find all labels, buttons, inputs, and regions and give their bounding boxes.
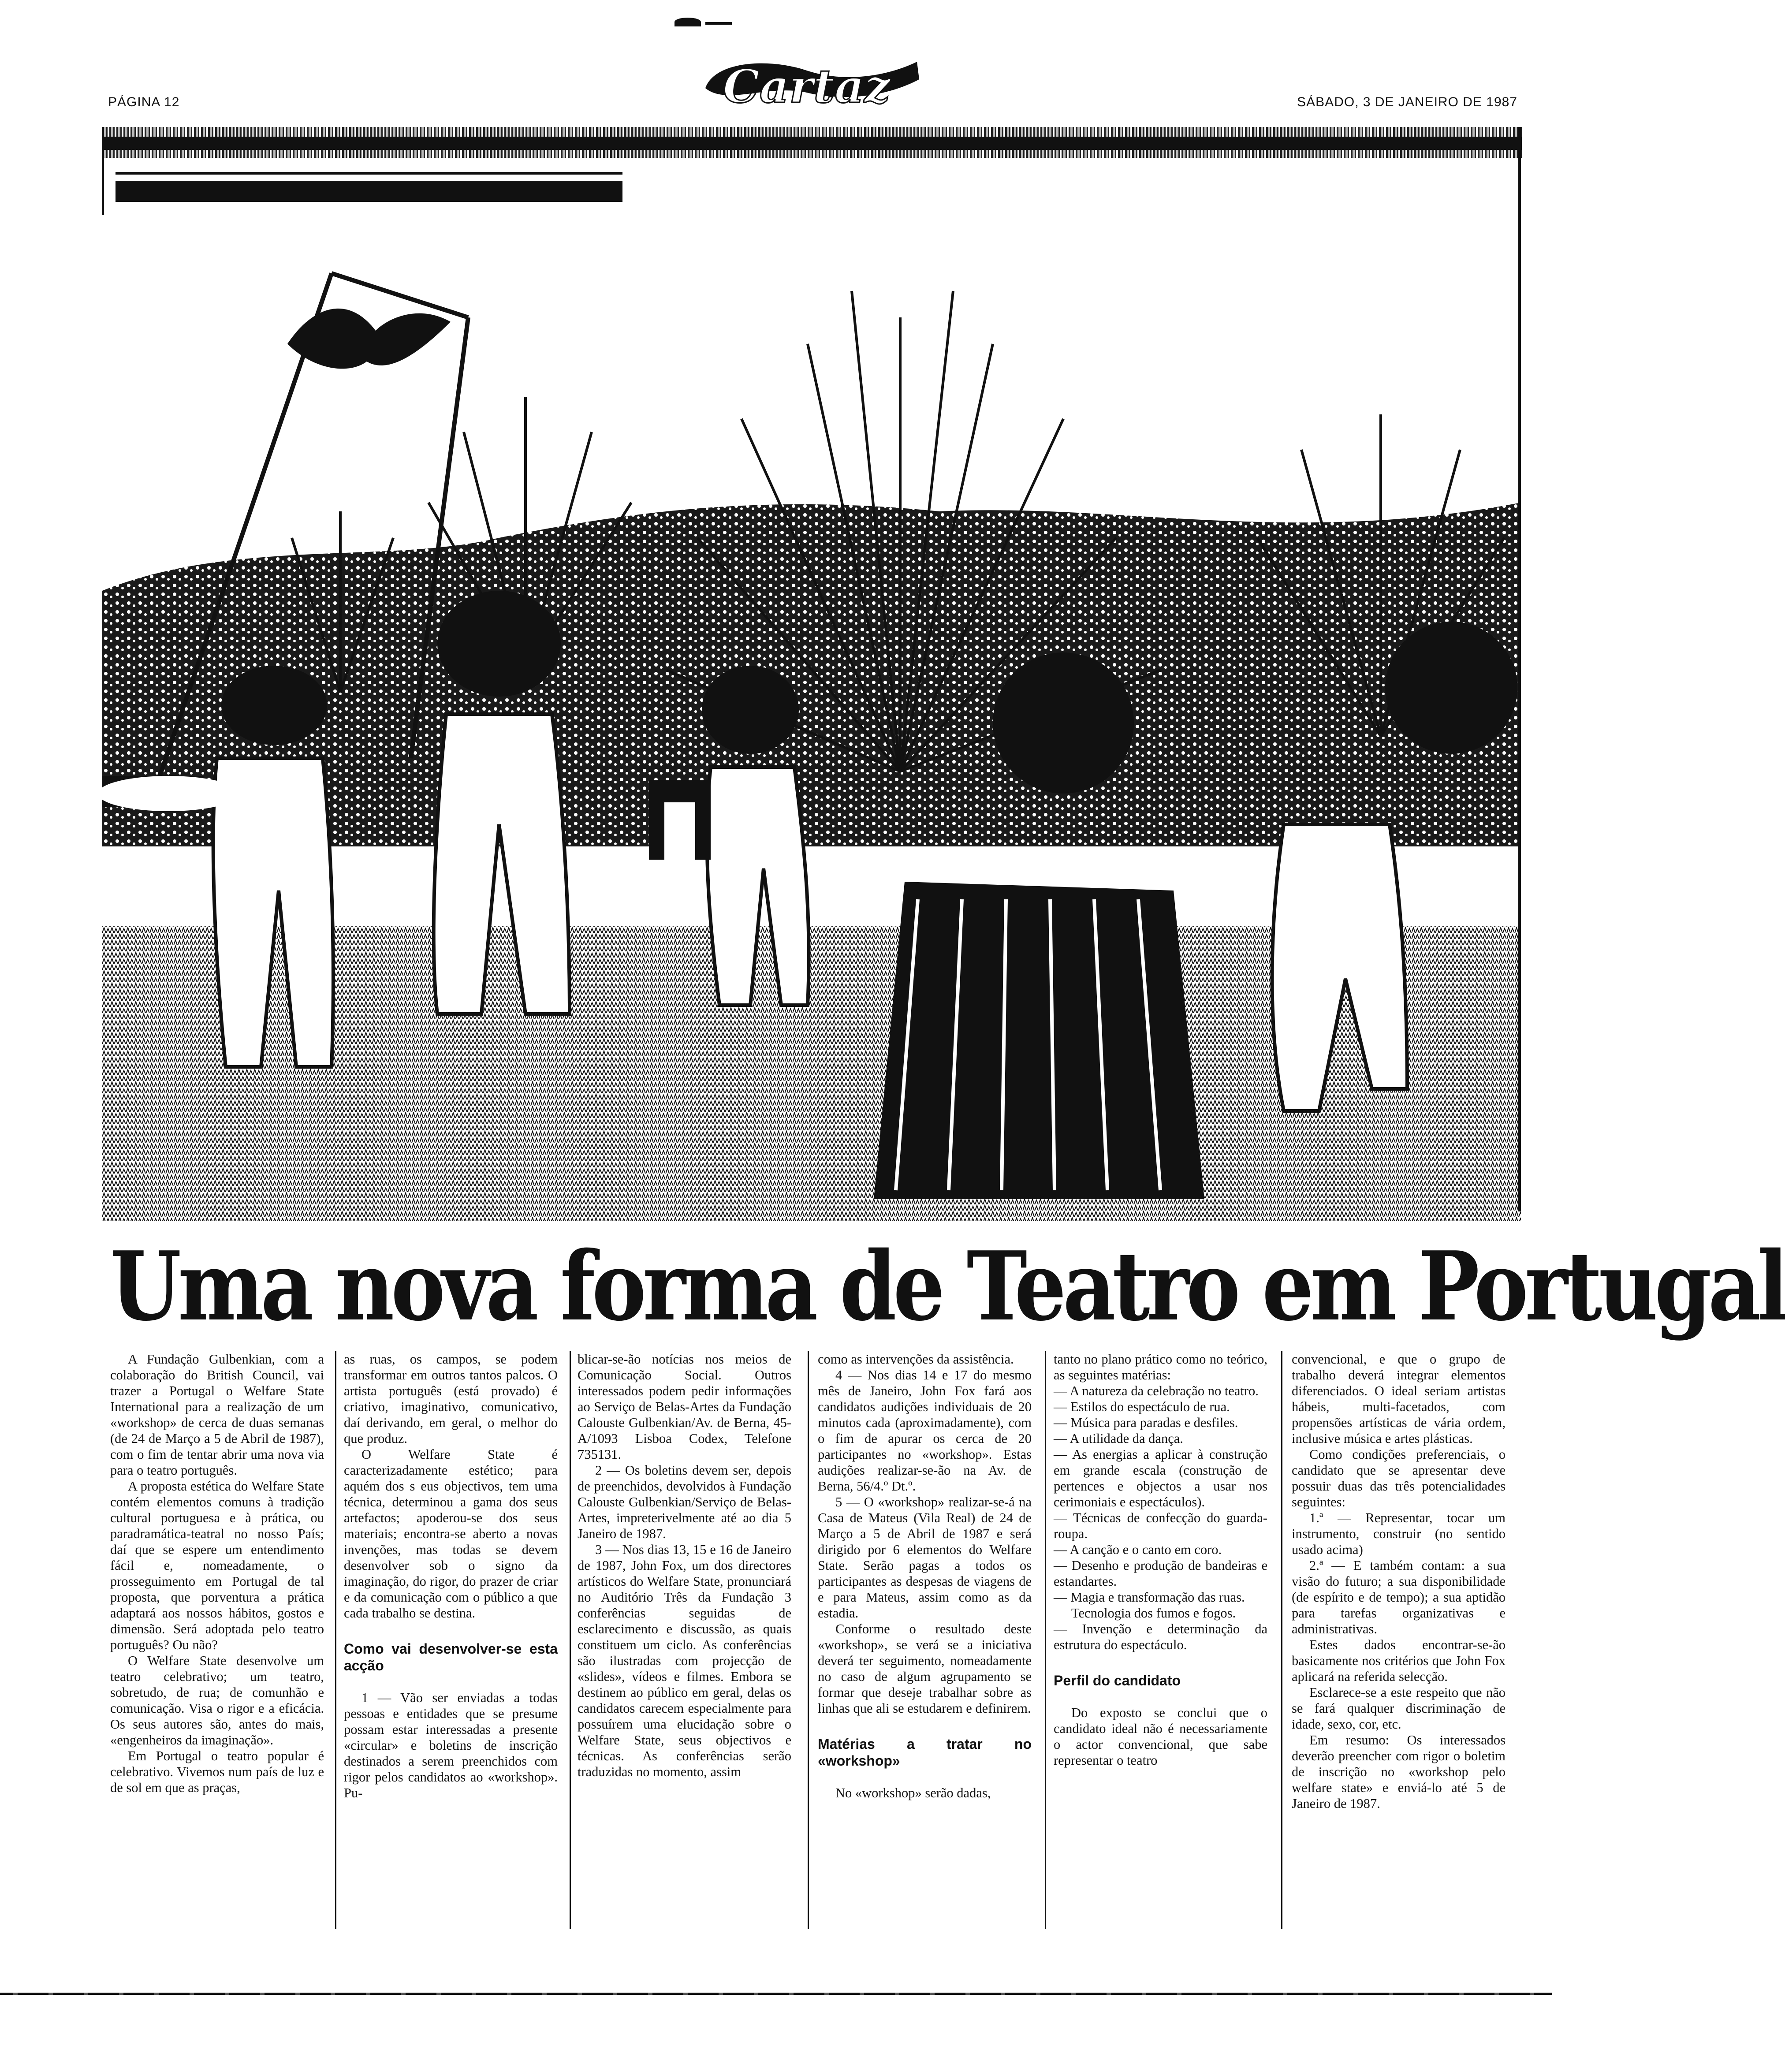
article-body: [110, 1351, 1517, 1977]
masthead-ornament: [674, 18, 701, 26]
article-paragraph: Do exposto se conclui que o candidato ideal não é necessariamente o actor convencional, que sabe representar o teatro: [1054, 1705, 1267, 1768]
section-heading: Como vai desenvolver-se esta acção: [344, 1641, 558, 1673]
article-paragraph: 4 — Nos dias 14 e 17 do mesmo mês de Janeiro, John Fox fará aos candidatos audições individuais de 20 minutos cada (aproximadamente), com o fim de apurar os cerca de 20 participantes no «workshop». Estas audições realizar-se-ão na Av. de Berna, 56/4.º Dt.º.: [818, 1368, 1032, 1494]
article-paragraph: Conforme o resultado deste «workshop», se verá se a iniciativa deverá ter seguimento, nomeadamente no caso de algum agrupamento se formar que deseje trabalhar sobre as linhas que ali se estudarem e definirem.: [818, 1621, 1032, 1716]
column-divider: [570, 1351, 571, 1929]
article-paragraph: — A canção e o canto em coro.: [1054, 1542, 1222, 1557]
article-paragraph: blicar-se-ão notícias nos meios de Comunicação Social. Outros interessados podem pedir informações ao Serviço de Belas-Artes da Fundação Calouste Gulbenkian/Av. de Berna, 45-A/1093 Lisboa Codex, Telefone 735131.: [578, 1352, 791, 1462]
black-bar: [116, 181, 622, 202]
article-column-6: [1292, 1351, 1506, 1811]
section-heading: Matérias a tratar no «workshop»: [818, 1736, 1032, 1769]
masthead-logo: [697, 53, 926, 119]
column-divider: [808, 1351, 809, 1929]
festival-dancers-photo: [102, 229, 1521, 1221]
article-paragraph: — Técnicas de confecção do guarda-roupa.: [1054, 1510, 1267, 1541]
article-column-2: [344, 1351, 558, 1801]
article-paragraph: 3 — Nos dias 13, 15 e 16 de Janeiro de 1987, John Fox, um dos directores artísticos do Welfare State, pronunciará no Auditório Três da Fundação 3 conferências seguidas de esclarecimento e discussão, as quais constituem um ciclo. As conferências são ilustradas com projecção de «slides», vídeos e filmes. Embora se destinem ao público em geral, delas os candidatos carecem especialmente para possuírem uma elucidação sobre o Welfare State, seus objectivos e técnicas. As conferências serão traduzidas no momento, assim: [578, 1542, 791, 1779]
article-paragraph: Tecnologia dos fumos e fogos.: [1071, 1606, 1236, 1621]
article-paragraph: Em resumo: Os interessados deverão preencher com rigor o boletim de inscrição no «workshop pelo welfare state» e enviá-lo até 5 de Janeiro de 1987.: [1292, 1733, 1506, 1811]
article-paragraph: A Fundação Gulbenkian, com a colaboração do British Council, vai trazer a Portugal o Welfare State International para a realização de um «workshop» de cerca de duas semanas (de 24 de Março a 5 de Abril de 1987), com o fim de tentar abrir uma nova via para o teatro português.: [110, 1352, 324, 1478]
thin-rule: [116, 172, 622, 175]
column-divider: [1045, 1351, 1046, 1929]
article-paragraph: convencional, e que o grupo de trabalho deverá integrar elementos diferenciados. O ideal seriam artistas hábeis, multi-facetados, com propensões artísticas de vária ordem, inclusive música e artes plásticas.: [1292, 1352, 1506, 1446]
article-paragraph: — Invenção e determinação da estrutura do espectáculo.: [1054, 1621, 1267, 1652]
article-paragraph: No «workshop» serão dadas,: [835, 1785, 991, 1800]
column-divider: [1281, 1351, 1282, 1929]
article-paragraph: — Música para paradas e desfiles.: [1054, 1415, 1238, 1430]
article-paragraph: tanto no plano prático como no teórico, as seguintes matérias:: [1054, 1352, 1267, 1383]
article-paragraph: — A natureza da celebração no teatro.: [1054, 1383, 1259, 1398]
article-paragraph: 5 — O «workshop» realizar-se-á na Casa de Mateus (Vila Real) de 24 de Março a 5 de Abril de 1987 e será dirigido por 6 elementos do Welfare State. Serão pagas a todos os participantes as despesas de viagens de e para Mateus, assim como as da estadia.: [818, 1494, 1032, 1621]
frame-right-rule: [1518, 127, 1521, 1211]
article-paragraph: — Desenho e produção de bandeiras e estandartes.: [1054, 1558, 1267, 1589]
article-paragraph: Em Portugal o teatro popular é celebrativo. Vivemos num país de luz e de sol em que as praças,: [110, 1748, 324, 1795]
article-paragraph: 2.ª — E também contam: a sua visão do futuro; a sua disponibilidade (de espírito e de tempo); a sua aptidão para tarefas organizativas e administrativas.: [1292, 1558, 1506, 1636]
article-column-5: [1054, 1351, 1267, 1768]
article-paragraph: A proposta estética do Welfare State contém elementos comuns à tradição cultural portuguesa e à prática, ou paradramática-teatral no nosso País; daí que se espere um entendimento fácil e, nomeadamente, o prosseguimento em Portugal de tal proposta, que porventura a prática adaptará aos nossos hábitos, gostos e dimensão. Será adoptada pelo teatro português? Ou não?: [110, 1479, 324, 1652]
article-paragraph: 1.ª — Representar, tocar um instrumento, construir (no sentido usado acima): [1292, 1510, 1506, 1557]
article-paragraph: O Welfare State desenvolve um teatro celebrativo; um teatro, sobretudo, de rua; de comunhão e comunicação. Visa o rigor e a eficácia. Os seus autores são, antes do mais, «engenheiros da imaginação».: [110, 1653, 324, 1748]
top-decorative-band: [102, 127, 1522, 158]
frame-left-rule: [102, 127, 104, 215]
article-column-4: [818, 1351, 1032, 1801]
article-paragraph: Como condições preferenciais, o candidato que se apresentar deve possuir duas das três potencialidades seguintes:: [1292, 1447, 1506, 1509]
article-paragraph: Estes dados encontrar-se-ão basicamente nos critérios que John Fox aplicará na referida selecção.: [1292, 1637, 1506, 1684]
article-paragraph: — Magia e transformação das ruas.: [1054, 1590, 1245, 1605]
article-headline: Uma nova forma de Teatro em Portugal: [110, 1230, 1785, 1342]
bottom-rule: [0, 1993, 1552, 1995]
article-paragraph: O Welfare State é caracterizadamente estético; para aquém dos s eus objectivos, tem uma técnica, determinou a gama dos seus artefactos; apoderou-se dos seus materiais; encontra-se aberto a novas invenções, mas todas se devem desenvolver sob o signo da imaginação, do rigor, do prazer de criar e da comunicação com o público a que cada trabalho se destina.: [344, 1447, 558, 1621]
article-column-3: [578, 1351, 791, 1780]
article-paragraph: 2 — Os boletins devem ser, depois de preenchidos, devolvidos à Fundação Calouste Gulbenkian/Serviço de Belas-Artes, impreterivelmente até ao dia 5 Janeiro de 1987.: [578, 1463, 791, 1541]
article-column-1: [110, 1351, 324, 1796]
article-paragraph: como as intervenções da assistência.: [818, 1352, 1014, 1367]
article-paragraph: as ruas, os campos, se podem transformar em outros tantos palcos. O artista português (está provado) é criativo, imaginativo, comunicativo, daí derivando, em geral, o melhor do que produz.: [344, 1352, 558, 1446]
masthead-title: Cartaz: [723, 59, 891, 113]
article-paragraph: Esclarece-se a este respeito que não se fará qualquer discriminação de idade, sexo, cor, etc.: [1292, 1685, 1506, 1732]
masthead-dash: [705, 22, 732, 25]
article-paragraph: — As energias a aplicar à construção em grande escala (construção de pertences e objectos a usar nos cerimoniais e espectáculos).: [1054, 1447, 1267, 1509]
page-number: PÁGINA 12: [108, 95, 180, 109]
column-divider: [335, 1351, 336, 1929]
article-paragraph: — Estilos do espectáculo de rua.: [1054, 1399, 1230, 1414]
article-paragraph: — A utilidade da dança.: [1054, 1431, 1183, 1446]
article-paragraph: 1 — Vão ser enviadas a todas pessoas e entidades que se presume possam estar interessadas a presente «circular» e boletins de inscrição destinados a serem preenchidos com rigor pelos candidatos ao «workshop». Pu-: [344, 1690, 558, 1800]
section-heading: Perfil do candidato: [1054, 1673, 1181, 1688]
issue-date: SÁBADO, 3 DE JANEIRO DE 1987: [1297, 95, 1517, 109]
